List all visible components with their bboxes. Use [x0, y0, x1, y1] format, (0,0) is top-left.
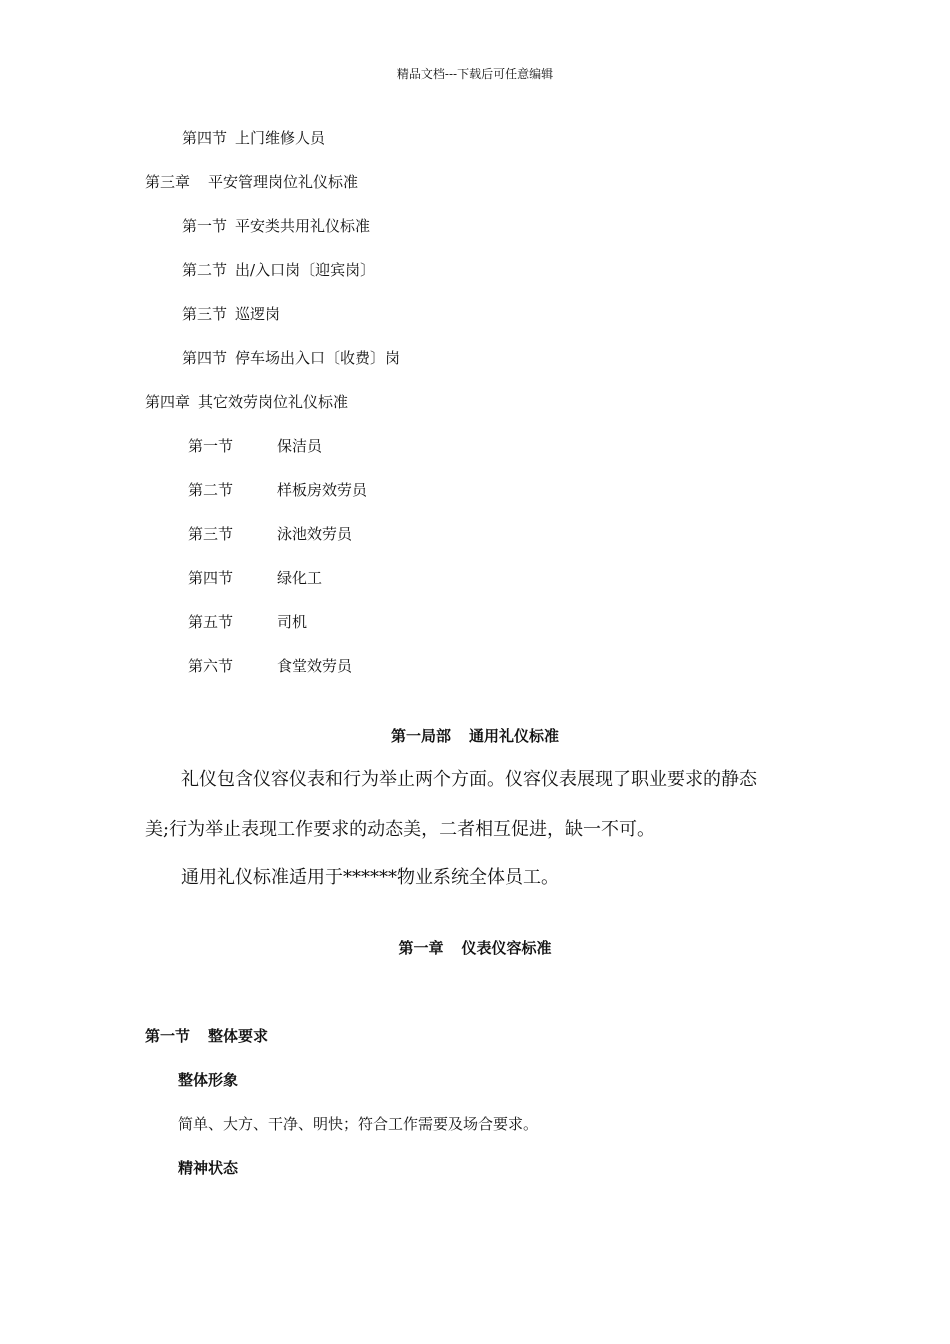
toc-title: 出/入口岗〔迎宾岗〕	[235, 261, 376, 279]
toc-number: 第三节	[188, 525, 234, 543]
toc-chapter3	[145, 172, 358, 192]
toc-ch2-section4	[182, 128, 325, 148]
section-title: 整体要求	[208, 1027, 269, 1045]
toc-title: 绿化工	[277, 569, 323, 587]
toc-chapter4	[145, 392, 348, 412]
intro-line1: 礼仪包含仪容仪表和行为举止两个方面。仪容仪表展现了职业要求的静态	[181, 769, 757, 790]
toc-title: 平安管理岗位礼仪标准	[208, 173, 359, 191]
toc-number: 第五节	[188, 613, 234, 631]
toc-ch4-section5	[188, 612, 307, 632]
toc-title: 样板房效劳员	[277, 481, 368, 499]
toc-number: 第三章	[145, 173, 191, 191]
toc-title: 司机	[277, 613, 308, 631]
part-number: 第一局部	[390, 727, 451, 745]
toc-ch4-section3	[188, 524, 352, 544]
overall-image-text: 简单、大方、干净、明快；符合工作需要及场合要求。	[178, 1115, 539, 1133]
toc-number: 第三节	[182, 305, 228, 323]
toc-number: 第六节	[188, 657, 234, 675]
toc-ch4-section2	[188, 480, 367, 500]
toc-ch4-section4	[188, 568, 322, 588]
toc-ch3-section4	[182, 348, 400, 368]
toc-title: 巡逻岗	[235, 305, 281, 323]
toc-title: 平安类共用礼仪标准	[235, 217, 371, 235]
toc-ch3-section2	[182, 260, 375, 280]
intro-line3: 通用礼仪标准适用于******物业系统全体员工。	[181, 867, 559, 888]
toc-number: 第二节	[188, 481, 234, 499]
toc-ch4-section1	[188, 436, 322, 456]
toc-ch4-section6	[188, 656, 352, 676]
section-number: 第一节	[145, 1027, 191, 1045]
overall-image-heading: 整体形象	[178, 1071, 239, 1089]
toc-title: 食堂效劳员	[277, 657, 353, 675]
toc-title: 停车场出入口〔收费〕岗	[235, 349, 401, 367]
toc-number: 第二节	[182, 261, 228, 279]
spirit-heading: 精神状态	[178, 1159, 239, 1177]
toc-number: 第四章	[145, 393, 191, 411]
part1-heading	[0, 726, 950, 746]
toc-number: 第四节	[182, 129, 228, 147]
toc-title: 其它效劳岗位礼仪标准	[198, 393, 349, 411]
toc-number: 第一节	[188, 437, 234, 455]
toc-number: 第一节	[182, 217, 228, 235]
toc-number: 第四节	[182, 349, 228, 367]
toc-ch3-section1	[182, 216, 370, 236]
toc-number: 第四节	[188, 569, 234, 587]
toc-title: 保洁员	[277, 437, 323, 455]
toc-title: 上门维修人员	[235, 129, 326, 147]
toc-ch3-section3	[182, 304, 280, 324]
section1-heading	[145, 1026, 268, 1046]
chapter-number: 第一章	[398, 939, 444, 957]
toc-title: 泳池效劳员	[277, 525, 353, 543]
part-title: 通用礼仪标准	[469, 727, 560, 745]
chapter1-heading	[0, 938, 950, 958]
page-header: 精品文档---下载后可任意编辑	[396, 67, 554, 81]
chapter-title: 仪表仪容标准	[461, 939, 552, 957]
intro-line2: 美;行为举止表现工作要求的动态美，二者相互促进，缺一不可。	[145, 819, 656, 840]
